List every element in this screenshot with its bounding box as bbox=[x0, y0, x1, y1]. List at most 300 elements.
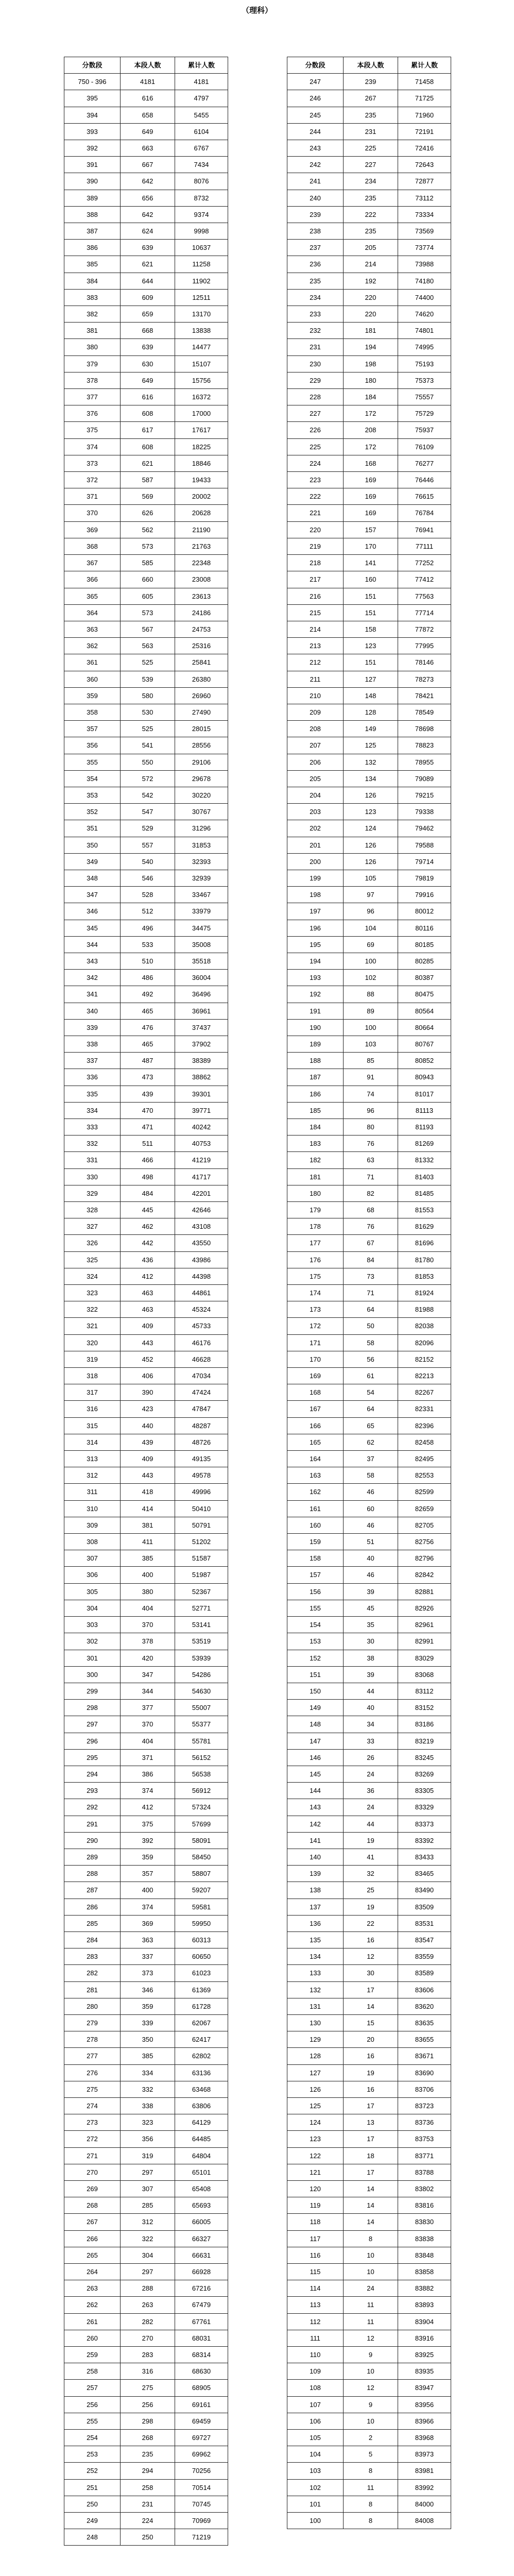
segment-count-cell: 73 bbox=[344, 1268, 398, 1284]
segment-count-cell: 54 bbox=[344, 1384, 398, 1401]
cumulative-count-cell: 53939 bbox=[175, 1650, 228, 1666]
cumulative-count-cell: 61023 bbox=[175, 1965, 228, 1981]
table-row bbox=[64, 1849, 228, 1865]
segment-count-cell: 377 bbox=[121, 1700, 175, 1716]
cumulative-count-cell: 81269 bbox=[398, 1136, 451, 1152]
score-range-cell: 132 bbox=[287, 1981, 344, 1998]
segment-count-cell: 151 bbox=[344, 654, 398, 671]
cumulative-count-cell: 83606 bbox=[398, 1981, 451, 1998]
table-row bbox=[64, 1550, 228, 1567]
table-header-row bbox=[287, 57, 451, 74]
table-row bbox=[64, 2214, 228, 2230]
score-range-cell: 144 bbox=[287, 1783, 344, 1799]
table-row bbox=[287, 488, 451, 505]
cumulative-count-cell: 82881 bbox=[398, 1583, 451, 1600]
score-range-cell: 228 bbox=[287, 389, 344, 405]
cumulative-count-cell: 36004 bbox=[175, 970, 228, 986]
cumulative-count-cell: 83392 bbox=[398, 1832, 451, 1849]
cumulative-count-cell: 31853 bbox=[175, 837, 228, 853]
table-row bbox=[287, 1666, 451, 1683]
table-row bbox=[64, 671, 228, 687]
table-row bbox=[64, 1948, 228, 1965]
segment-count-cell: 126 bbox=[344, 837, 398, 853]
segment-count-cell: 667 bbox=[121, 157, 175, 173]
segment-count-cell: 30 bbox=[344, 1633, 398, 1650]
segment-count-cell: 585 bbox=[121, 555, 175, 571]
table-row bbox=[287, 1451, 451, 1467]
cumulative-count-cell: 81853 bbox=[398, 1268, 451, 1284]
score-range-cell: 268 bbox=[64, 2197, 121, 2214]
segment-count-cell: 445 bbox=[121, 1202, 175, 1218]
cumulative-count-cell: 56538 bbox=[175, 1766, 228, 1782]
table-row bbox=[64, 1783, 228, 1799]
segment-count-cell: 539 bbox=[121, 671, 175, 687]
score-range-cell: 258 bbox=[64, 2363, 121, 2380]
segment-count-cell: 307 bbox=[121, 2181, 175, 2197]
segment-count-cell: 375 bbox=[121, 1816, 175, 1832]
segment-count-cell: 338 bbox=[121, 2097, 175, 2114]
cumulative-count-cell: 56912 bbox=[175, 1783, 228, 1799]
segment-count-cell: 350 bbox=[121, 2031, 175, 2048]
segment-count-cell: 12 bbox=[344, 1948, 398, 1965]
score-range-cell: 273 bbox=[64, 2114, 121, 2131]
segment-count-cell: 127 bbox=[344, 671, 398, 687]
score-range-cell: 388 bbox=[64, 206, 121, 223]
table-row bbox=[64, 1185, 228, 1201]
score-range-cell: 217 bbox=[287, 571, 344, 588]
table-row bbox=[287, 2446, 451, 2463]
table-row bbox=[64, 1534, 228, 1550]
score-range-cell: 114 bbox=[287, 2280, 344, 2297]
cumulative-count-cell: 78955 bbox=[398, 754, 451, 770]
score-range-cell: 289 bbox=[64, 1849, 121, 1865]
segment-count-cell: 297 bbox=[121, 2164, 175, 2180]
table-row bbox=[64, 1683, 228, 1699]
table-row bbox=[287, 1981, 451, 1998]
table-row bbox=[64, 2197, 228, 2214]
segment-count-cell: 4181 bbox=[121, 74, 175, 90]
score-range-cell: 174 bbox=[287, 1285, 344, 1301]
table-row bbox=[64, 289, 228, 306]
table-row bbox=[287, 256, 451, 273]
score-range-cell: 170 bbox=[287, 1351, 344, 1367]
table-row bbox=[64, 2513, 228, 2529]
cumulative-count-cell: 20002 bbox=[175, 488, 228, 505]
table-row bbox=[64, 2181, 228, 2197]
score-range-cell: 395 bbox=[64, 90, 121, 107]
table-row bbox=[287, 2048, 451, 2064]
segment-count-cell: 626 bbox=[121, 505, 175, 521]
cumulative-count-cell: 71219 bbox=[175, 2529, 228, 2546]
score-range-cell: 223 bbox=[287, 472, 344, 488]
cumulative-count-cell: 75373 bbox=[398, 372, 451, 388]
cumulative-count-cell: 83706 bbox=[398, 2081, 451, 2097]
segment-count-cell: 45 bbox=[344, 1600, 398, 1616]
table-row bbox=[64, 157, 228, 173]
segment-count-cell: 15 bbox=[344, 2014, 398, 2031]
cumulative-count-cell: 40753 bbox=[175, 1136, 228, 1152]
segment-count-cell: 11 bbox=[344, 2479, 398, 2496]
table-row bbox=[64, 804, 228, 820]
segment-count-cell: 525 bbox=[121, 721, 175, 737]
segment-count-cell: 466 bbox=[121, 1152, 175, 1168]
cumulative-count-cell: 73112 bbox=[398, 190, 451, 206]
segment-count-cell: 363 bbox=[121, 1931, 175, 1948]
score-range-cell: 346 bbox=[64, 903, 121, 920]
segment-count-cell: 385 bbox=[121, 1550, 175, 1567]
score-range-cell: 285 bbox=[64, 1915, 121, 1931]
table-row bbox=[287, 107, 451, 123]
cumulative-count-cell: 83968 bbox=[398, 2430, 451, 2446]
score-range-cell: 161 bbox=[287, 1500, 344, 1517]
table-row bbox=[64, 1168, 228, 1185]
table-row bbox=[64, 604, 228, 621]
table-row bbox=[287, 2479, 451, 2496]
segment-count-cell: 498 bbox=[121, 1168, 175, 1185]
segment-count-cell: 373 bbox=[121, 1965, 175, 1981]
segment-count-cell: 46 bbox=[344, 1567, 398, 1583]
cumulative-count-cell: 53141 bbox=[175, 1617, 228, 1633]
table-row bbox=[287, 521, 451, 538]
score-range-cell: 314 bbox=[64, 1434, 121, 1450]
cumulative-count-cell: 83509 bbox=[398, 1899, 451, 1915]
score-table-left bbox=[64, 57, 228, 2546]
cumulative-count-cell: 28015 bbox=[175, 721, 228, 737]
score-range-cell: 341 bbox=[64, 986, 121, 1003]
header-score-range: 分数段 bbox=[287, 57, 344, 74]
score-range-cell: 372 bbox=[64, 472, 121, 488]
score-range-cell: 199 bbox=[287, 870, 344, 886]
score-range-cell: 338 bbox=[64, 1036, 121, 1052]
cumulative-count-cell: 65408 bbox=[175, 2181, 228, 2197]
table-row bbox=[287, 1700, 451, 1716]
score-range-cell: 252 bbox=[64, 2463, 121, 2479]
segment-count-cell: 569 bbox=[121, 488, 175, 505]
cumulative-count-cell: 24186 bbox=[175, 604, 228, 621]
cumulative-count-cell: 8732 bbox=[175, 190, 228, 206]
segment-count-cell: 91 bbox=[344, 1069, 398, 1086]
segment-count-cell: 30 bbox=[344, 1965, 398, 1981]
score-range-cell: 206 bbox=[287, 754, 344, 770]
cumulative-count-cell: 26960 bbox=[175, 687, 228, 704]
segment-count-cell: 423 bbox=[121, 1401, 175, 1417]
segment-count-cell: 572 bbox=[121, 770, 175, 787]
segment-count-cell: 18 bbox=[344, 2147, 398, 2164]
table-row bbox=[64, 704, 228, 720]
table-row bbox=[287, 870, 451, 886]
table-row bbox=[64, 2164, 228, 2180]
table-row bbox=[64, 1882, 228, 1899]
cumulative-count-cell: 79588 bbox=[398, 837, 451, 853]
table-row bbox=[287, 1053, 451, 1069]
score-range-cell: 271 bbox=[64, 2147, 121, 2164]
cumulative-count-cell: 63468 bbox=[175, 2081, 228, 2097]
score-range-cell: 280 bbox=[64, 1998, 121, 2014]
table-row bbox=[64, 2147, 228, 2164]
table-row bbox=[287, 157, 451, 173]
table-row bbox=[64, 837, 228, 853]
cumulative-count-cell: 20628 bbox=[175, 505, 228, 521]
cumulative-count-cell: 56152 bbox=[175, 1749, 228, 1766]
score-range-cell: 390 bbox=[64, 173, 121, 190]
cumulative-count-cell: 82926 bbox=[398, 1600, 451, 1616]
segment-count-cell: 17 bbox=[344, 1981, 398, 1998]
cumulative-count-cell: 47847 bbox=[175, 1401, 228, 1417]
cumulative-count-cell: 43986 bbox=[175, 1251, 228, 1268]
cumulative-count-cell: 30767 bbox=[175, 804, 228, 820]
segment-count-cell: 270 bbox=[121, 2330, 175, 2346]
score-range-cell: 168 bbox=[287, 1384, 344, 1401]
cumulative-count-cell: 17617 bbox=[175, 422, 228, 438]
cumulative-count-cell: 59950 bbox=[175, 1915, 228, 1931]
cumulative-count-cell: 79714 bbox=[398, 853, 451, 870]
segment-count-cell: 510 bbox=[121, 953, 175, 969]
segment-count-cell: 222 bbox=[344, 206, 398, 223]
table-row bbox=[64, 1799, 228, 1816]
score-range-cell: 163 bbox=[287, 1467, 344, 1484]
score-range-cell: 108 bbox=[287, 2380, 344, 2396]
table-row bbox=[64, 173, 228, 190]
segment-count-cell: 380 bbox=[121, 1583, 175, 1600]
segment-count-cell: 102 bbox=[344, 970, 398, 986]
score-range-cell: 299 bbox=[64, 1683, 121, 1699]
score-range-cell: 328 bbox=[64, 1202, 121, 1218]
segment-count-cell: 168 bbox=[344, 455, 398, 471]
cumulative-count-cell: 83620 bbox=[398, 1998, 451, 2014]
score-range-cell: 319 bbox=[64, 1351, 121, 1367]
cumulative-count-cell: 66005 bbox=[175, 2214, 228, 2230]
segment-count-cell: 332 bbox=[121, 2081, 175, 2097]
segment-count-cell: 20 bbox=[344, 2031, 398, 2048]
score-range-cell: 112 bbox=[287, 2313, 344, 2330]
segment-count-cell: 10 bbox=[344, 2264, 398, 2280]
cumulative-count-cell: 83858 bbox=[398, 2264, 451, 2280]
segment-count-cell: 323 bbox=[121, 2114, 175, 2131]
table-row bbox=[64, 2131, 228, 2147]
score-range-cell: 102 bbox=[287, 2479, 344, 2496]
score-range-cell: 185 bbox=[287, 1102, 344, 1118]
cumulative-count-cell: 11902 bbox=[175, 273, 228, 289]
cumulative-count-cell: 69962 bbox=[175, 2446, 228, 2463]
table-row bbox=[287, 1965, 451, 1981]
segment-count-cell: 19 bbox=[344, 1832, 398, 1849]
segment-count-cell: 96 bbox=[344, 903, 398, 920]
cumulative-count-cell: 37437 bbox=[175, 1019, 228, 1036]
table-row bbox=[64, 1749, 228, 1766]
cumulative-count-cell: 41219 bbox=[175, 1152, 228, 1168]
table-row bbox=[64, 2363, 228, 2380]
cumulative-count-cell: 83029 bbox=[398, 1650, 451, 1666]
table-row bbox=[287, 240, 451, 256]
segment-count-cell: 58 bbox=[344, 1334, 398, 1351]
score-range-cell: 198 bbox=[287, 887, 344, 903]
segment-count-cell: 267 bbox=[344, 90, 398, 107]
score-range-cell: 309 bbox=[64, 1517, 121, 1533]
score-range-cell: 277 bbox=[64, 2048, 121, 2064]
cumulative-count-cell: 46628 bbox=[175, 1351, 228, 1367]
table-row bbox=[64, 1766, 228, 1782]
table-row bbox=[287, 2297, 451, 2313]
table-row bbox=[287, 936, 451, 953]
table-row bbox=[287, 405, 451, 422]
segment-count-cell: 563 bbox=[121, 638, 175, 654]
cumulative-count-cell: 45324 bbox=[175, 1301, 228, 1318]
score-range-cell: 274 bbox=[64, 2097, 121, 2114]
segment-count-cell: 609 bbox=[121, 289, 175, 306]
cumulative-count-cell: 82096 bbox=[398, 1334, 451, 1351]
segment-count-cell: 484 bbox=[121, 1185, 175, 1201]
cumulative-count-cell: 81017 bbox=[398, 1086, 451, 1102]
segment-count-cell: 16 bbox=[344, 1931, 398, 1948]
cumulative-count-cell: 82599 bbox=[398, 1484, 451, 1500]
cumulative-count-cell: 82495 bbox=[398, 1451, 451, 1467]
score-range-cell: 362 bbox=[64, 638, 121, 654]
segment-count-cell: 198 bbox=[344, 355, 398, 372]
segment-count-cell: 74 bbox=[344, 1086, 398, 1102]
table-row bbox=[287, 323, 451, 339]
segment-count-cell: 11 bbox=[344, 2297, 398, 2313]
cumulative-count-cell: 82267 bbox=[398, 1384, 451, 1401]
cumulative-count-cell: 74995 bbox=[398, 339, 451, 355]
cumulative-count-cell: 4181 bbox=[175, 74, 228, 90]
cumulative-count-cell: 78421 bbox=[398, 687, 451, 704]
table-row bbox=[64, 2297, 228, 2313]
cumulative-count-cell: 80767 bbox=[398, 1036, 451, 1052]
table-row bbox=[287, 1915, 451, 1931]
cumulative-count-cell: 75729 bbox=[398, 405, 451, 422]
score-range-cell: 370 bbox=[64, 505, 121, 521]
table-row bbox=[287, 787, 451, 803]
segment-count-cell: 550 bbox=[121, 754, 175, 770]
score-range-cell: 385 bbox=[64, 256, 121, 273]
cumulative-count-cell: 43550 bbox=[175, 1235, 228, 1251]
segment-count-cell: 370 bbox=[121, 1617, 175, 1633]
cumulative-count-cell: 77252 bbox=[398, 555, 451, 571]
score-range-cell: 392 bbox=[64, 140, 121, 157]
segment-count-cell: 322 bbox=[121, 2230, 175, 2247]
score-range-cell: 104 bbox=[287, 2446, 344, 2463]
cumulative-count-cell: 40242 bbox=[175, 1119, 228, 1136]
score-range-cell: 250 bbox=[64, 2496, 121, 2512]
cumulative-count-cell: 65693 bbox=[175, 2197, 228, 2214]
score-range-cell: 310 bbox=[64, 1500, 121, 1517]
segment-count-cell: 369 bbox=[121, 1915, 175, 1931]
segment-count-cell: 639 bbox=[121, 240, 175, 256]
table-row bbox=[64, 1136, 228, 1152]
table-row bbox=[287, 2114, 451, 2131]
score-range-cell: 320 bbox=[64, 1334, 121, 1351]
score-range-cell: 117 bbox=[287, 2230, 344, 2247]
segment-count-cell: 69 bbox=[344, 936, 398, 953]
table-row bbox=[64, 2230, 228, 2247]
segment-count-cell: 235 bbox=[344, 190, 398, 206]
score-range-cell: 184 bbox=[287, 1119, 344, 1136]
table-row bbox=[64, 1036, 228, 1052]
header-segment-count: 本段人数 bbox=[121, 57, 175, 74]
segment-count-cell: 239 bbox=[344, 74, 398, 90]
score-range-cell: 389 bbox=[64, 190, 121, 206]
score-range-cell: 131 bbox=[287, 1998, 344, 2014]
segment-count-cell: 404 bbox=[121, 1600, 175, 1616]
header-cumulative-count: 累计人数 bbox=[175, 57, 228, 74]
score-range-cell: 350 bbox=[64, 837, 121, 853]
segment-count-cell: 5 bbox=[344, 2446, 398, 2463]
table-row bbox=[64, 256, 228, 273]
cumulative-count-cell: 55781 bbox=[175, 1733, 228, 1749]
segment-count-cell: 316 bbox=[121, 2363, 175, 2380]
cumulative-count-cell: 83904 bbox=[398, 2313, 451, 2330]
segment-count-cell: 9 bbox=[344, 2396, 398, 2413]
segment-count-cell: 56 bbox=[344, 1351, 398, 1367]
segment-count-cell: 13 bbox=[344, 2114, 398, 2131]
table-row bbox=[287, 339, 451, 355]
cumulative-count-cell: 83219 bbox=[398, 1733, 451, 1749]
score-range-cell: 123 bbox=[287, 2131, 344, 2147]
cumulative-count-cell: 75937 bbox=[398, 422, 451, 438]
cumulative-count-cell: 79916 bbox=[398, 887, 451, 903]
cumulative-count-cell: 49996 bbox=[175, 1484, 228, 1500]
score-range-cell: 221 bbox=[287, 505, 344, 521]
score-range-cell: 333 bbox=[64, 1119, 121, 1136]
cumulative-count-cell: 82553 bbox=[398, 1467, 451, 1484]
table-row bbox=[64, 970, 228, 986]
segment-count-cell: 224 bbox=[121, 2513, 175, 2529]
score-range-cell: 353 bbox=[64, 787, 121, 803]
segment-count-cell: 124 bbox=[344, 820, 398, 837]
segment-count-cell: 370 bbox=[121, 1716, 175, 1733]
cumulative-count-cell: 27490 bbox=[175, 704, 228, 720]
table-row bbox=[64, 405, 228, 422]
table-row bbox=[287, 1285, 451, 1301]
score-range-cell: 298 bbox=[64, 1700, 121, 1716]
table-row bbox=[64, 1832, 228, 1849]
score-range-cell: 295 bbox=[64, 1749, 121, 1766]
score-range-cell: 121 bbox=[287, 2164, 344, 2180]
cumulative-count-cell: 83753 bbox=[398, 2131, 451, 2147]
table-row bbox=[64, 389, 228, 405]
cumulative-count-cell: 24753 bbox=[175, 621, 228, 637]
score-range-cell: 151 bbox=[287, 1666, 344, 1683]
score-range-cell: 119 bbox=[287, 2197, 344, 2214]
score-range-cell: 147 bbox=[287, 1733, 344, 1749]
cumulative-count-cell: 77872 bbox=[398, 621, 451, 637]
cumulative-count-cell: 51587 bbox=[175, 1550, 228, 1567]
cumulative-count-cell: 39771 bbox=[175, 1102, 228, 1118]
segment-count-cell: 40 bbox=[344, 1550, 398, 1567]
cumulative-count-cell: 42201 bbox=[175, 1185, 228, 1201]
segment-count-cell: 288 bbox=[121, 2280, 175, 2297]
segment-count-cell: 294 bbox=[121, 2463, 175, 2479]
cumulative-count-cell: 18225 bbox=[175, 438, 228, 455]
cumulative-count-cell: 82756 bbox=[398, 1534, 451, 1550]
segment-count-cell: 374 bbox=[121, 1899, 175, 1915]
segment-count-cell: 624 bbox=[121, 223, 175, 240]
table-row bbox=[64, 273, 228, 289]
score-range-cell: 276 bbox=[64, 2064, 121, 2081]
table-row bbox=[287, 190, 451, 206]
table-row bbox=[287, 1019, 451, 1036]
segment-count-cell: 617 bbox=[121, 422, 175, 438]
table-row bbox=[64, 2247, 228, 2263]
score-range-cell: 157 bbox=[287, 1567, 344, 1583]
table-row bbox=[64, 1218, 228, 1235]
table-row bbox=[64, 2529, 228, 2546]
segment-count-cell: 32 bbox=[344, 1866, 398, 1882]
table-row bbox=[287, 438, 451, 455]
segment-count-cell: 14 bbox=[344, 2214, 398, 2230]
cumulative-count-cell: 69727 bbox=[175, 2430, 228, 2446]
score-range-cell: 239 bbox=[287, 206, 344, 223]
